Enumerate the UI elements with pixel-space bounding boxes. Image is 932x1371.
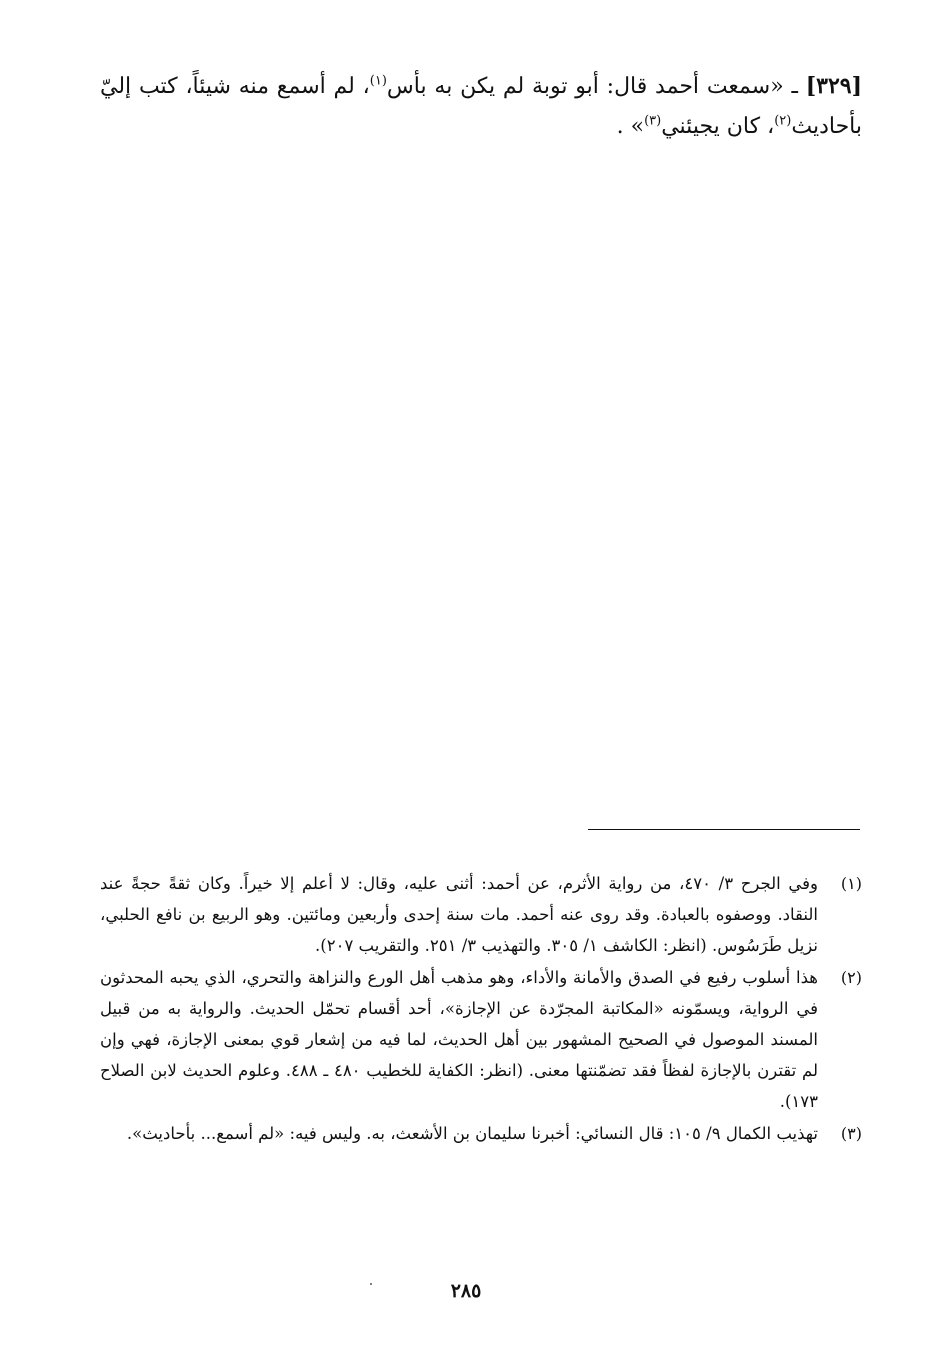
- entry-text-part4: » .: [616, 114, 645, 139]
- entry-text-part2: ، لم أسمع منه شيئاً، كتب إليّ بأحاديث: [100, 74, 862, 139]
- footnote-separator: [588, 829, 860, 830]
- footnotes-list: [100, 868, 862, 1150]
- footnote-ref-2[interactable]: (٢): [774, 113, 792, 129]
- footnote-text: هذا أسلوب رفيع في الصدق والأمانة والأداء، وهو مذهب أهل الورع والنزاهة والتحري، الذي يحبه المحدثون في الرواية، ويسمّونه «المكاتبة المجرّدة عن الإجازة»، أحد أقسام تحمّل الحديث. والرواية به من قبيل المسند الموصول في الصحيح المشهور بين أهل الحديث، لما فيه من إشعار قوي بمعنى الإجازة، فهي وإن لم تقترن بالإجازة لفظاً فقد تضمّنتها معنى. (انظر: الكفاية للخطيب ٤٨٠ ـ ٤٨٨. وعلوم الحديث لابن الصلاح ١٧٣).: [100, 968, 819, 1111]
- hadith-entry: [100, 66, 862, 147]
- entry-text-part1: ـ «سمعت أحمد قال: أبو توبة لم يكن به بأس: [386, 74, 806, 99]
- footnote-item: [100, 868, 862, 961]
- footnote-text: تهذيب الكمال ٩/ ١٠٥: قال النسائي: أخبرنا سليمان بن الأشعث، به. وليس فيه: «لم أسمع... بأحاديث».: [126, 1124, 818, 1143]
- footnote-ref-1[interactable]: (١): [369, 73, 387, 89]
- footnote-number: (٢): [840, 968, 862, 987]
- footnote-item: [100, 962, 862, 1117]
- entry-number: [٣٢٩]: [805, 73, 862, 99]
- page-number: ٢٨٥: [450, 1280, 482, 1302]
- footnote-text: وفي الجرح ٣/ ٤٧٠، من رواية الأثرم، عن أحمد: أثنى عليه، وقال: لا أعلم إلا خيراً. وكان ثقةً حجةً عند النقاد. ووصفوه بالعبادة. وقد روى عنه أحمد. مات سنة إحدى وأربعين ومائتين. وهو الربيع بن نافع الحلبي، نزيل طَرَسُوس. (انظر: الكاشف ١/ ٣٠٥. والتهذيب ٣/ ٢٥١. والتقريب ٢٠٧).: [100, 874, 819, 955]
- footnote-ref-3[interactable]: (٣): [644, 113, 662, 129]
- footnote-number: (٣): [840, 1124, 862, 1143]
- entry-text-part3: ، كان يجيئني: [661, 114, 775, 139]
- footnote-number: (١): [840, 874, 862, 893]
- footnote-item: [100, 1118, 862, 1149]
